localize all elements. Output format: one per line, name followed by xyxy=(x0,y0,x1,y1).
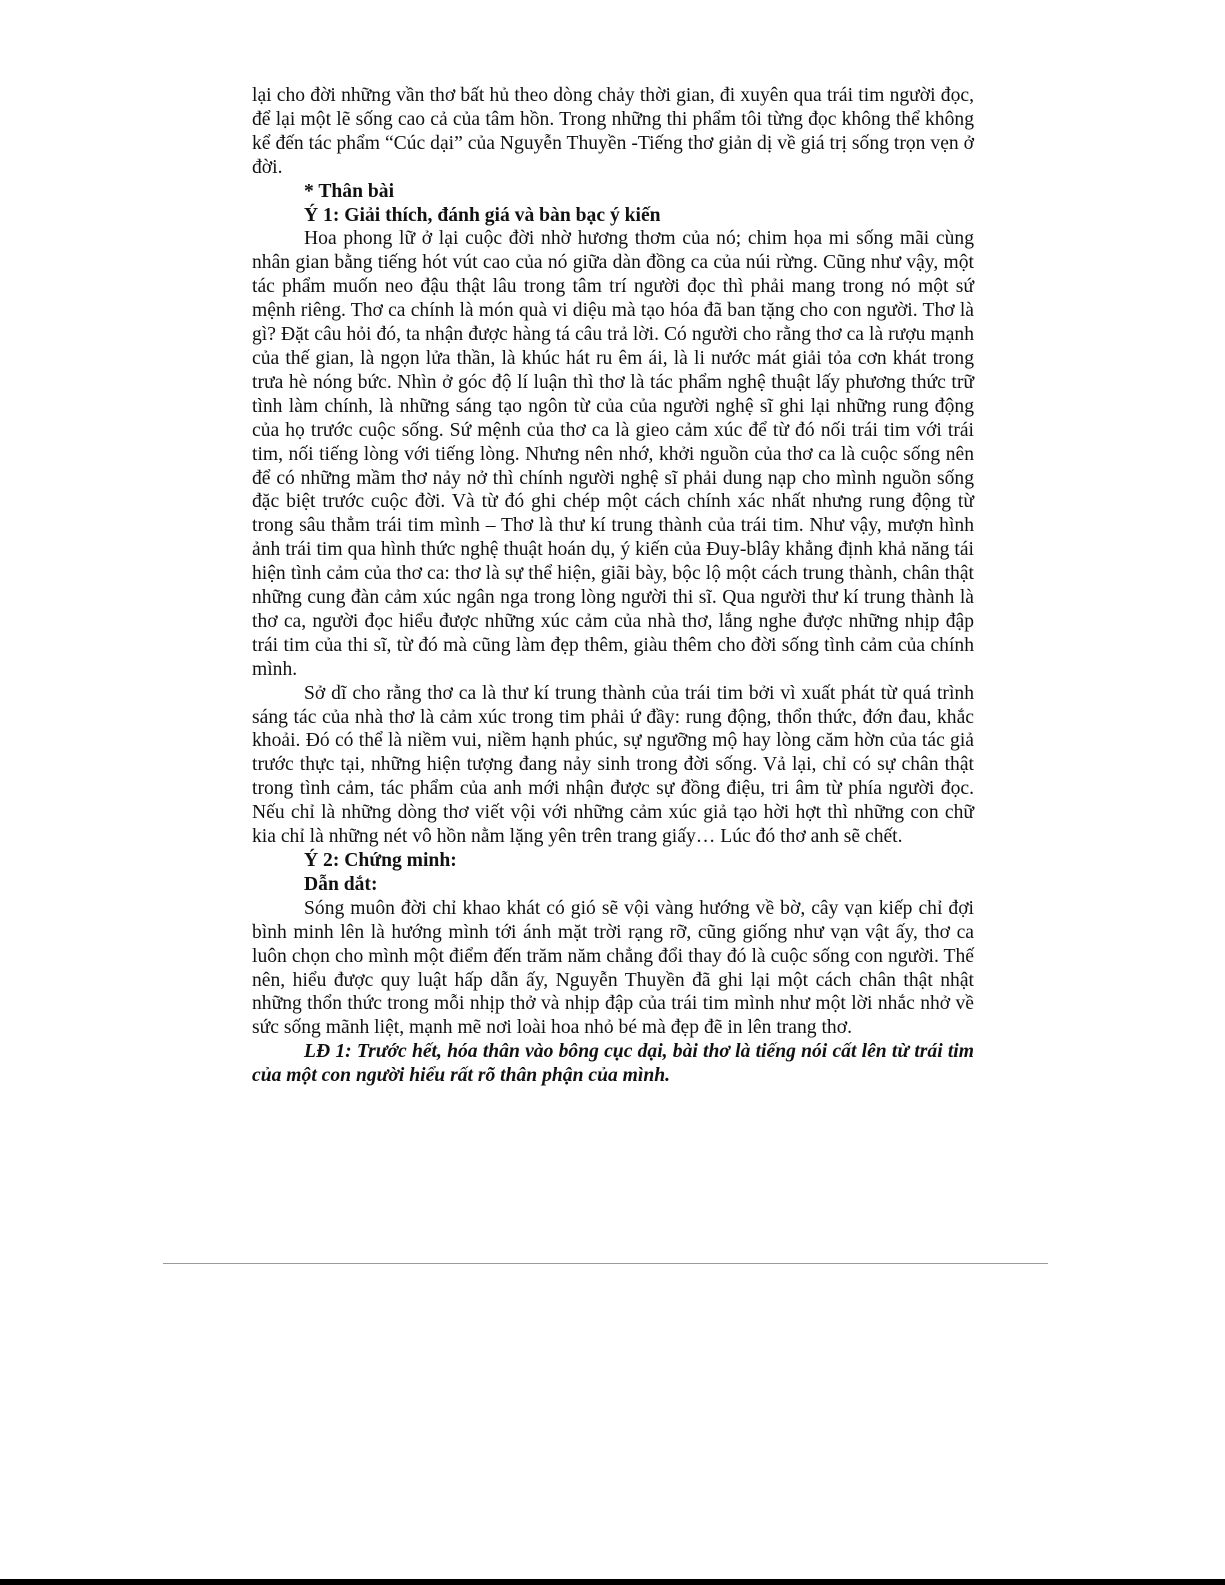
section-heading-body: * Thân bài xyxy=(304,180,395,202)
point-2-heading: Ý 2: Chứng minh: xyxy=(304,850,457,871)
argument-1: LĐ 1: Trước hết, hóa thân vào bông cục dại, bài thơ là tiếng nói cất lên từ trái tim của một con người hiểu rất rõ thân phận của mình. xyxy=(252,1041,974,1087)
paragraph-reasoning: Sở dĩ cho rằng thơ ca là thư kí trung thành của trái tim bởi vì xuất phát từ quá trình sáng tác của nhà thơ là cảm xúc trong tim phải ứ đầy: rung động, thổn thức, đớn đau, khắc khoải. Đó có thể là niềm vui, niềm hạnh phúc, sự ngưỡng mộ hay lòng căm hờn của tác giả trước thực tại, những hiện tượng đang nảy sinh trong đời sống. Vả lại, chỉ có sự chân thật trong tình cảm, tác phẩm của anh mới nhận được sự đồng điệu, tri âm từ phía người đọc. Nếu chỉ là những dòng thơ viết vội với những cảm xúc giả tạo hời hợt thì những con chữ kia chỉ là những nét vô hồn nằm lặng yên trên trang giấy… Lúc đó thơ anh sẽ chết. xyxy=(252,682,974,848)
bottom-edge-bar xyxy=(0,1579,1225,1585)
footer-divider xyxy=(163,1263,1048,1264)
document-page xyxy=(252,84,974,1088)
point-1-heading: Ý 1: Giải thích, đánh giá và bàn bạc ý kiến xyxy=(304,204,661,226)
lead-heading: Dẫn dắt: xyxy=(304,873,378,895)
intro-paragraph: lại cho đời những vần thơ bất hủ theo dòng chảy thời gian, đi xuyên qua trái tim người đọc, để lại một lẽ sống cao cả của tâm hồn. Trong những thi phẩm tôi từng đọc không thể không kể đến tác phẩm “Cúc dại” của Nguyễn Thuyền -Tiếng thơ giản dị về giá trị sống trọn vẹn ở đời. xyxy=(252,85,974,178)
paragraph-explanation: Hoa phong lữ ở lại cuộc đời nhờ hương thơm của nó; chim họa mi sống mãi cùng nhân gian bằng tiếng hót vút cao của nó giữa dàn đồng ca của núi rừng. Cũng như vậy, một tác phẩm muốn neo đậu thật lâu trong tâm trí người đọc thì phải mang trong nó một sứ mệnh riêng. Thơ ca chính là món quà vi diệu mà tạo hóa đã ban tặng cho con người. Thơ là gì? Đặt câu hỏi đó, ta nhận được hàng tá câu trả lời. Có người cho rằng thơ ca là rượu mạnh của thế gian, là ngọn lửa thần, là khúc hát ru êm ái, là li nước mát giải tỏa cơn khát trong trưa hè nóng bức. Nhìn ở góc độ lí luận thì thơ là tác phẩm nghệ thuật lấy phương thức trữ tình làm chính, là những sáng tạo ngôn từ của của người nghệ sĩ ghi lại những rung động của họ trước cuộc sống. Sứ mệnh của thơ ca là gieo cảm xúc để từ đó nối trái tim với trái tim, nối tiếng lòng với tiếng lòng. Nhưng nên nhớ, khởi nguồn của thơ ca là cuộc sống nên để có những mầm thơ nảy nở thì chính người nghệ sĩ phải dung nạp cho mình nguồn sống đặc biệt trước cuộc đời. Và từ đó ghi chép một cách chính xác nhất nhưng rung động từ trong sâu thẳm trái tim mình – Thơ là thư kí trung thành của trái tim. Như vậy, mượn hình ảnh trái tim qua hình thức nghệ thuật hoán dụ, ý kiến của Đuy-blây khẳng định khả năng tái hiện tình cảm của thơ ca: thơ là sự thể hiện, giãi bày, bộc lộ một cách trung thành, chân thật những cung đàn cảm xúc ngân nga trong lòng người thi sĩ. Qua người thư kí trung thành là thơ ca, người đọc hiểu được những xúc cảm của nhà thơ, lắng nghe được những nhịp đập trái tim của thi sĩ, từ đó mà cũng làm đẹp thêm, giàu thêm cho đời sống tình cảm của chính mình. xyxy=(252,228,974,680)
paragraph-lead-in: Sóng muôn đời chỉ khao khát có gió sẽ vội vàng hướng về bờ, cây vạn kiếp chỉ đợi bình minh lên là hướng mình tới ánh mặt trời rạng rỡ, cũng giống như vạn vật ấy, thơ ca luôn chọn cho mình một điểm đến trăm năm chẳng đổi thay đó là cuộc sống con người. Thế nên, hiểu được quy luật hấp dẫn ấy, Nguyễn Thuyền đã ghi lại một cách chân thật nhật những thổn thức trong mỗi nhịp thở và nhịp đập của trái tim mình như một lời nhắc nhở về sức sống mãnh liệt, mạnh mẽ nơi loài hoa nhỏ bé mà đẹp đẽ in lên trang thơ. xyxy=(252,897,974,1039)
